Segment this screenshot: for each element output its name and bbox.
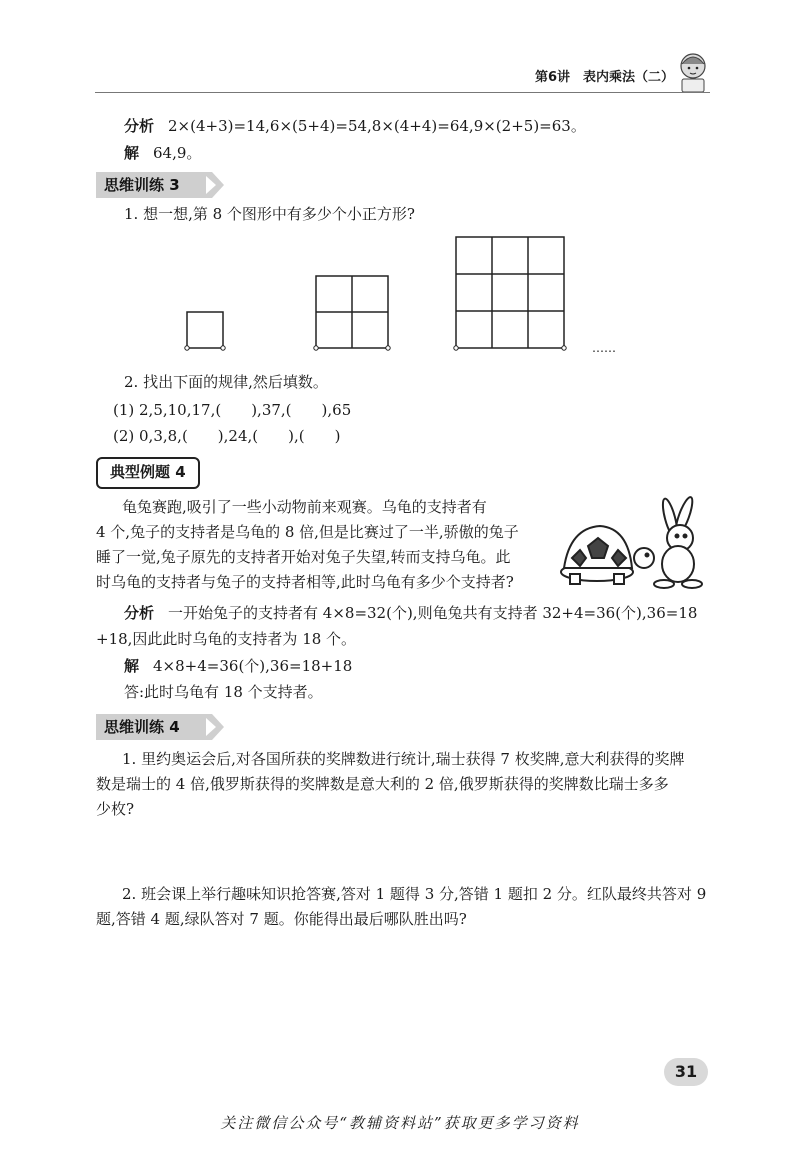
analysis-label: 分析 [124,604,155,622]
solution-label: 解 [124,657,140,675]
banner-arrow-icon [186,172,226,198]
figure-1 [187,312,223,348]
analysis-label: 分析 [124,117,155,135]
solution-text: 4×8+4=36(个),36=18+18 [153,657,353,675]
problem-line: 睡了一觉,兔子原先的支持者开始对兔子失望,转而支持乌龟。此 [96,548,511,566]
figure-3 [456,237,564,348]
question-line: 2. 班会课上举行趣味知识抢答赛,答对 1 题得 3 分,答错 1 题扣 2 分。红队最终共答对 9 [122,885,707,903]
training-3-q2-1: (1) 2,5,10,17,( ),37,( ),65 [113,401,352,419]
rabbit-icon [654,495,702,588]
training-3-q2-2: (2) 0,3,8,( ),24,( ),( ) [113,427,341,445]
training-3-title: 思维训练 3 [96,172,188,198]
header-rule [95,92,710,93]
example-4-analysis [124,603,697,623]
chapter-header: 第6讲 表内乘法（二） [535,70,675,85]
example-4-title: 典型例题 4 [96,457,200,489]
turtle-rabbit-illustration [552,492,712,592]
training-3-banner [96,172,226,198]
example-4-analysis-cont: +18,因此此时乌龟的支持者为 18 个。 [96,630,357,648]
problem-line: 4 个,兔子的支持者是乌龟的 8 倍,但是比赛过了一半,骄傲的兔子 [96,523,519,541]
solution-text: 64,9。 [153,144,202,162]
footer-watermark-text: 关注微信公众号“教辅资料站”获取更多学习资料 [220,1114,580,1132]
analysis-text: 一开始兔子的支持者有 4×8=32(个),则龟兔共有支持者 32+4=36(个),36=18 [168,604,698,622]
training-4-q2 [96,882,706,932]
example-4-solution [124,656,352,676]
example-4-problem [96,495,546,595]
page-number: 31 [664,1058,708,1086]
ellipsis: …… [592,341,616,355]
training-3-q1: 1. 想一想,第 8 个图形中有多少个小正方形? [124,205,415,223]
analysis-3 [124,116,586,136]
solution-label: 解 [124,144,140,162]
banner-arrow-icon [186,714,226,740]
girl-mascot-icon [676,50,710,94]
example-4-answer: 答:此时乌龟有 18 个支持者。 [124,683,323,701]
training-4-title: 思维训练 4 [96,714,188,740]
question-line: 数是瑞士的 4 倍,俄罗斯获得的奖牌数是意大利的 2 倍,俄罗斯获得的奖牌数比瑞士多多 [96,775,669,793]
question-line: 少枚? [96,800,135,818]
training-3-q2: 2. 找出下面的规律,然后填数。 [124,373,328,391]
square-pattern-figure [180,230,580,355]
problem-line: 龟兔赛跑,吸引了一些小动物前来观赛。乌龟的支持者有 [122,498,487,516]
question-line: 1. 里约奥运会后,对各国所获的奖牌数进行统计,瑞士获得 7 枚奖牌,意大利获得的奖牌 [122,750,685,768]
question-line: 题,答错 4 题,绿队答对 7 题。你能得出最后哪队胜出吗? [96,910,467,928]
figure-2 [316,276,388,348]
problem-line: 时乌龟的支持者与兔子的支持者相等,此时乌龟有多少个支持者? [96,573,514,591]
analysis-text: 2×(4+3)=14,6×(5+4)=54,8×(4+4)=64,9×(2+5)=63。 [168,117,586,135]
turtle-icon [561,526,654,584]
training-4-q1 [96,747,684,822]
training-4-banner [96,714,226,740]
solution-3 [124,143,201,163]
